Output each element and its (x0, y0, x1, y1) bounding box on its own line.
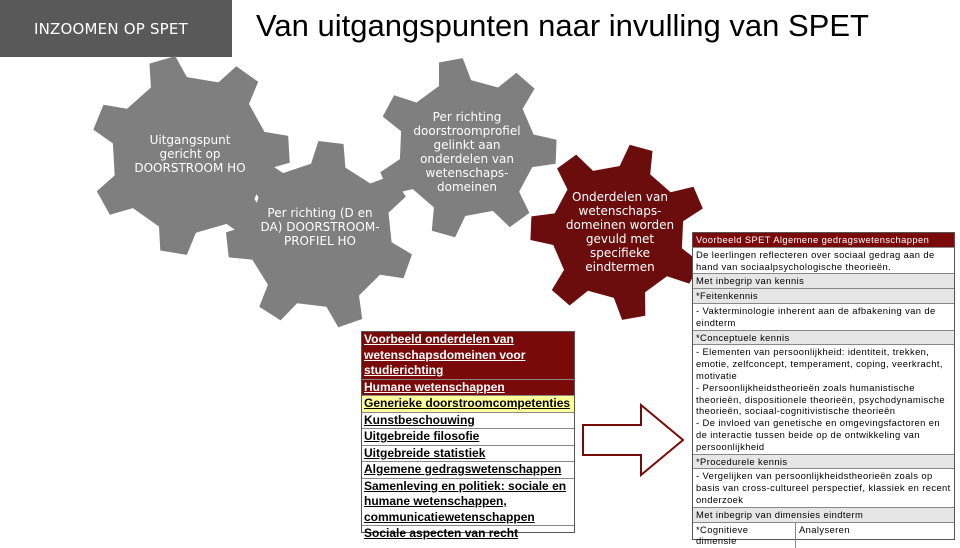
example-domains-row: Uitgebreide statistiek (362, 446, 574, 463)
example-domains-heading: Voorbeeld onderdelen van wetenschapsdomeinen voor studierichting (362, 332, 574, 380)
gear-label-1: Uitgangspunt gericht op DOORSTROOM HO (134, 133, 246, 175)
example-spet-footer-row (693, 523, 954, 548)
example-spet-row: Met inbegrip van kennis (693, 274, 954, 289)
example-domains-row: Uitgebreide filosofie (362, 429, 574, 446)
page-title: Van uitgangspunten naar invulling van SPET (256, 8, 869, 43)
example-spet-row: De leerlingen reflecteren over sociaal gedrag aan de hand van sociaalpsychologische theorieën. (693, 248, 954, 275)
example-domains-row: Humane wetenschappen (362, 380, 574, 397)
example-spet-footer-right: Analyseren (799, 523, 850, 535)
example-domains-row: Samenleving en politiek: sociale en humane wetenschappen, communicatiewetenschappen (362, 479, 574, 527)
gear-label-2: Per richting (D en DA) DOORSTROOM-PROFIEL HO (260, 206, 380, 248)
gear-label-3: Per richting doorstroomprofiel gelinkt aan onderdelen van wetenschaps-domeinen (413, 110, 521, 194)
example-spet-row: *Feitenkennis (693, 289, 954, 304)
example-domains-row: Algemene gedragswetenschappen (362, 462, 574, 479)
example-domains-row: Sociale aspecten van recht (364, 526, 519, 540)
example-domains-row: Generieke doorstroomcompetenties (362, 396, 574, 413)
example-spet-table (692, 232, 955, 547)
gear-label-4: Onderdelen van wetenschaps-domeinen worden gevuld met specifieke eindtermen (565, 190, 675, 274)
example-domains-table (361, 331, 575, 540)
example-spet-row: Met inbegrip van dimensies eindterm (693, 508, 954, 523)
arrow-right-icon (583, 405, 683, 475)
example-spet-footer-left: *Cognitieve dimensie (693, 523, 796, 548)
example-spet-heading: Voorbeeld SPET Algemene gedragswetenschappen (693, 233, 954, 248)
example-spet-row: - Elementen van persoonlijkheid: identiteit, trekken, emotie, zelfconcept, temperament, coping, veerkracht, motivatie - Persoonlijkheidstheorieën zoals humanistische theorieën, dispositionele theorieën, psychodynamische theorieën, sociaal-cognitivistische theorieën - De invloed van genetische en omgevingsfactoren en de interactie tussen beide op de ontwikkeling van persoonlijkheid (693, 345, 954, 454)
example-spet-row: - Vakterminologie inherent aan de afbakening van de eindterm (693, 304, 954, 331)
example-domains-row: Kunstbeschouwing (362, 413, 574, 430)
example-spet-row: *Procedurele kennis (693, 455, 954, 470)
example-spet-row: - Vergelijken van persoonlijkheidstheorieën zoals op basis van cross-cultureel perspectief, klassiek en recent onderzoek (693, 469, 954, 507)
section-tag: INZOOMEN OP SPET (0, 0, 232, 57)
example-spet-row: *Conceptuele kennis (693, 331, 954, 346)
